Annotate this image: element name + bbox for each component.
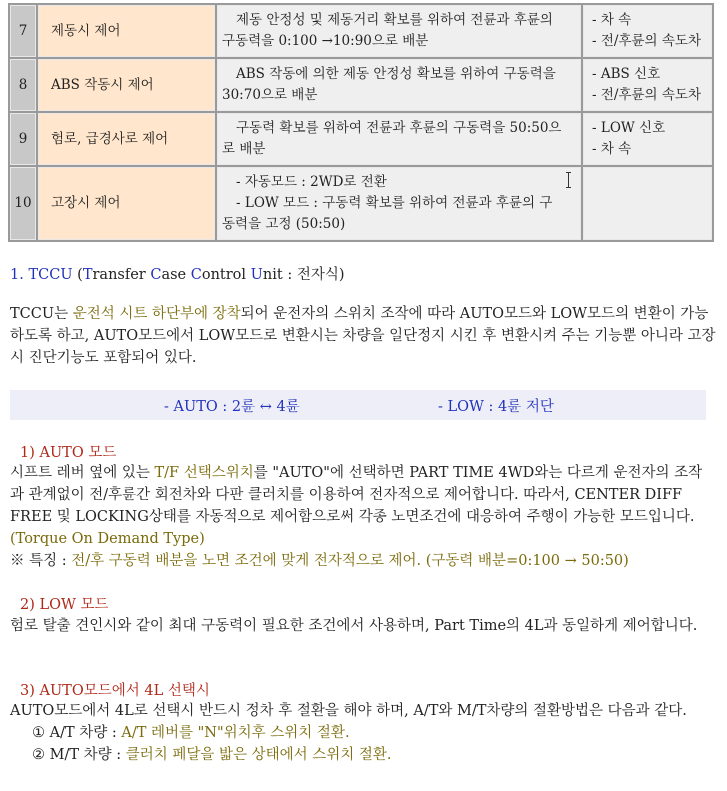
low-mode-summary: - LOW : 4륜 저단 bbox=[438, 399, 554, 415]
auto-mode-paragraph bbox=[10, 462, 716, 572]
control-name: 제동시 제어 bbox=[38, 5, 215, 57]
row-number: 8 bbox=[10, 59, 36, 111]
desc-line: - LOW 모드 : 구동력 확보를 위하여 전륜과 후륜의 구 bbox=[236, 195, 553, 211]
low-mode-title: 2) LOW 모드 bbox=[20, 597, 109, 613]
desc-line: - 자동모드 : 2WD로 전환 bbox=[236, 174, 387, 190]
section-title-text bbox=[28, 267, 344, 283]
auto-text-body: 를 "AUTO"에 선택하면 PART TIME 4WD와는 다르게 운전자의 조작과 관계없이 전/후륜간 회전차와 다판 클러치를 이용하여 전자적으로 제어합니다. 따라서, CENTER DIFF FREE 및 LOCKING상태를 자동적으로 제어함으로써 각종 노면조건에 대응하여 주행이 가능한 모드입니다. bbox=[10, 465, 703, 525]
input-signals bbox=[583, 59, 712, 111]
auto-4l-paragraph bbox=[10, 700, 716, 766]
signal-item: - 차 속 bbox=[592, 12, 632, 28]
input-signals bbox=[583, 113, 712, 165]
table-row bbox=[10, 5, 712, 57]
intro-mount-location: 운전석 시트 하단부에 장착 bbox=[68, 306, 241, 322]
control-name: 험로, 급경사로 제어 bbox=[38, 113, 215, 165]
control-description bbox=[217, 167, 581, 240]
desc-line: ABS 작동에 의한 제동 안정성 확보를 위하여 구동력을 bbox=[236, 66, 556, 82]
feature-ratio: (구동력 배분=0:100 → 50:50) bbox=[425, 553, 629, 569]
title-part: T bbox=[82, 267, 93, 283]
auto-text-type: (Torque On Demand Type) bbox=[10, 531, 205, 547]
title-part: ( bbox=[72, 267, 83, 283]
auto-text-switch: T/F 선택스위치 bbox=[154, 465, 254, 481]
mt-label: ② M/T 차량 : bbox=[32, 747, 126, 763]
title-part: C bbox=[190, 267, 202, 283]
control-spec-table bbox=[8, 3, 714, 242]
title-part: ontrol bbox=[201, 267, 251, 283]
input-signals bbox=[583, 167, 712, 240]
desc-line: 구동력 확보를 위하여 전륜과 후륜의 구동력을 50:50으 bbox=[236, 120, 562, 136]
intro-tccu: TCCU는 bbox=[10, 306, 69, 322]
row-number: 10 bbox=[10, 167, 36, 240]
auto-mode-title: 1) AUTO 모드 bbox=[20, 445, 117, 461]
section-number: 1. bbox=[10, 267, 24, 283]
control-description bbox=[217, 59, 581, 111]
control-name: ABS 작동시 제어 bbox=[38, 59, 215, 111]
row-number: 9 bbox=[10, 113, 36, 165]
auto-4l-title: 3) AUTO모드에서 4L 선택시 bbox=[20, 683, 210, 699]
title-part: C bbox=[150, 267, 162, 283]
title-part: ase bbox=[161, 267, 191, 283]
signal-item: - 전/후륜의 속도차 bbox=[592, 87, 701, 103]
section-title bbox=[10, 263, 345, 284]
desc-line: 동력을 고정 (50:50) bbox=[222, 216, 346, 232]
mt-instruction: 클러치 페달을 밟은 상태에서 스위치 절환. bbox=[125, 747, 392, 763]
table-row bbox=[10, 59, 712, 111]
desc-line: 로 배분 bbox=[222, 141, 266, 157]
desc-line: 30:70으로 배분 bbox=[222, 87, 318, 103]
input-signals bbox=[583, 5, 712, 57]
table-row bbox=[10, 113, 712, 165]
title-part: U bbox=[250, 267, 263, 283]
title-part: TCCU bbox=[28, 267, 73, 283]
text-cursor-icon bbox=[566, 172, 572, 188]
mode-banner bbox=[10, 390, 706, 420]
desc-line: 구동력을 0:100 →10:90으로 배분 bbox=[222, 33, 429, 49]
control-name: 고장시 제어 bbox=[38, 167, 215, 240]
row-number: 7 bbox=[10, 5, 36, 57]
low-mode-paragraph: 험로 탈출 견인시와 같이 최대 구동력이 필요한 조건에서 사용하며, Part Time의 4L과 동일하게 제어합니다. bbox=[10, 618, 698, 634]
feature-label: ※ 특징 : bbox=[10, 553, 72, 569]
auto-text-a: 시프트 레버 옆에 있는 bbox=[10, 465, 155, 481]
auto-4l-text: AUTO모드에서 4L로 선택시 반드시 정차 후 절환을 해야 하며, A/T와 M/T차량의 절환방법은 다음과 같다. bbox=[10, 703, 687, 719]
control-description bbox=[217, 5, 581, 57]
intro-paragraph bbox=[10, 303, 716, 369]
signal-item: - ABS 신호 bbox=[592, 66, 661, 82]
title-part: ransfer bbox=[92, 267, 151, 283]
auto-mode-summary: - AUTO : 2륜 ↔ 4륜 bbox=[164, 399, 300, 415]
control-table bbox=[8, 3, 714, 242]
table-row bbox=[10, 167, 712, 240]
signal-item: - 전/후륜의 속도차 bbox=[592, 33, 701, 49]
feature-text: 전/후 구동력 배분을 노면 조건에 맞게 전자적으로 제어. bbox=[71, 553, 426, 569]
control-description bbox=[217, 113, 581, 165]
signal-item: - LOW 신호 bbox=[592, 120, 666, 136]
at-instruction: A/T 레버를 "N"위치후 스위치 절환. bbox=[121, 725, 350, 741]
title-part: nit : 전자식) bbox=[262, 267, 345, 283]
desc-line: 제동 안정성 및 제동거리 확보를 위하여 전륜과 후륜의 bbox=[236, 12, 553, 28]
at-label: ① A/T 차량 : bbox=[32, 725, 122, 741]
signal-item: - 차 속 bbox=[592, 141, 632, 157]
intro-body: 되어 운전자의 스위치 조작에 따라 AUTO모드와 LOW모드의 변환이 가능하도록 하고, AUTO모드에서 LOW모드로 변환시는 차량을 일단정지 시킨 후 변환시켜 주는 기능뿐 아니라 고장시 진단기능도 포함되어 있다. bbox=[10, 306, 716, 366]
